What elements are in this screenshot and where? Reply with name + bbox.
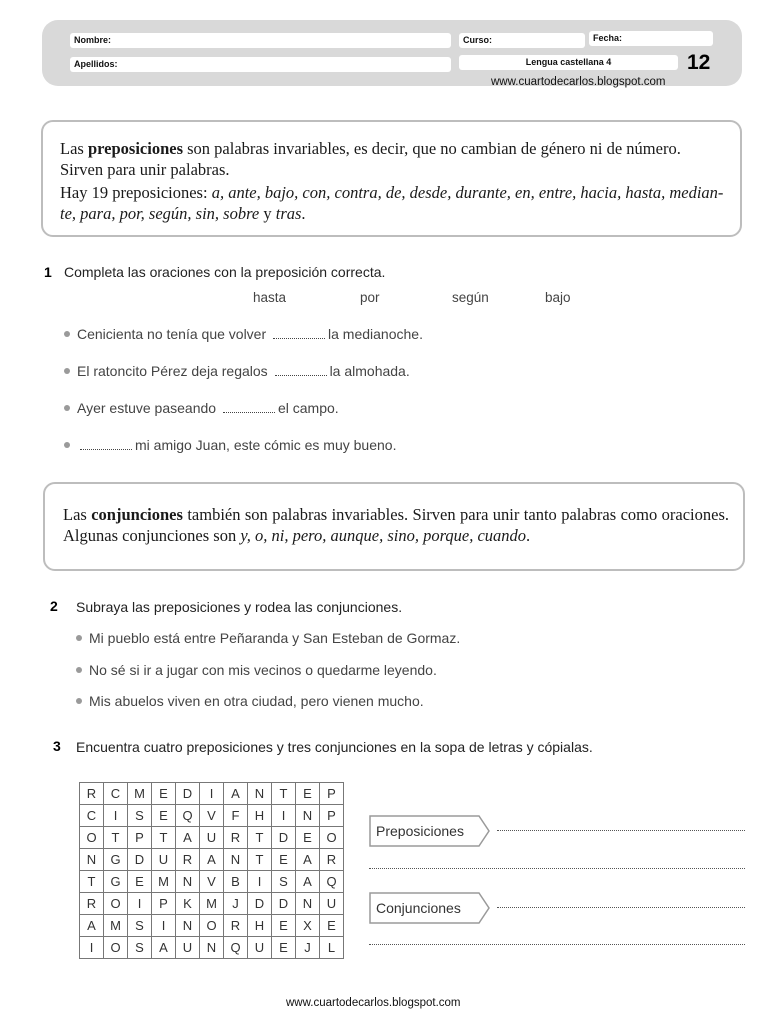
conjunctions-list: y, o, ni, pero, aunque, sino, porque, cuando <box>240 526 527 545</box>
grid-cell[interactable]: N <box>224 849 248 871</box>
grid-cell[interactable]: C <box>104 783 128 805</box>
grid-cell[interactable]: O <box>104 937 128 959</box>
grid-cell[interactable]: O <box>320 827 344 849</box>
grid-cell[interactable]: A <box>200 849 224 871</box>
grid-cell[interactable]: Q <box>320 871 344 893</box>
grid-cell[interactable]: E <box>272 937 296 959</box>
grid-cell[interactable]: T <box>104 827 128 849</box>
grid-cell[interactable]: X <box>296 915 320 937</box>
grid-cell[interactable]: N <box>200 937 224 959</box>
grid-cell[interactable]: U <box>176 937 200 959</box>
fecha-field[interactable] <box>589 31 713 46</box>
prepositions-definition: Las preposiciones son palabras invariables, es decir, que no cambian de género ni de número. Sirven para unir palabras. <box>60 139 681 179</box>
grid-cell[interactable]: J <box>224 893 248 915</box>
grid-cell[interactable]: P <box>152 893 176 915</box>
grid-cell[interactable]: E <box>152 805 176 827</box>
bullet-icon <box>76 698 82 704</box>
bullet-icon <box>64 442 70 448</box>
grid-cell[interactable]: T <box>80 871 104 893</box>
grid-cell[interactable]: I <box>104 805 128 827</box>
grid-cell[interactable]: M <box>104 915 128 937</box>
grid-cell[interactable]: Q <box>176 805 200 827</box>
grid-cell[interactable]: T <box>152 827 176 849</box>
word-option: hasta <box>253 290 287 305</box>
conjunctions-info-box: Las conjunciones también son palabras invariables. Sirven para unir tanto palabras como oraciones. Algunas conjunciones son y, o, ni, pero, aunque, sino, porque, cuando. <box>43 482 745 571</box>
grid-cell[interactable]: H <box>248 805 272 827</box>
grid-cell[interactable]: R <box>80 783 104 805</box>
grid-cell[interactable]: A <box>296 871 320 893</box>
grid-cell[interactable]: T <box>248 827 272 849</box>
curso-label: Curso: <box>463 35 492 45</box>
exercise-2-instruction: Subraya las preposiciones y rodea las conjunciones. <box>76 599 403 615</box>
grid-cell[interactable]: G <box>104 871 128 893</box>
conjunciones-label: Conjunciones <box>376 900 461 916</box>
exercise-2-item: No sé si ir a jugar con mis vecinos o quedarme leyendo. <box>76 662 437 678</box>
word-option: bajo <box>545 290 571 305</box>
subject-text: Lengua castellana 4 <box>525 57 612 67</box>
grid-cell[interactable]: I <box>248 871 272 893</box>
word-option: según <box>452 290 489 305</box>
grid-cell[interactable]: S <box>128 805 152 827</box>
grid-row <box>80 783 344 805</box>
footer-website: www.cuartodecarlos.blogspot.com <box>286 997 461 1009</box>
grid-cell[interactable]: A <box>80 915 104 937</box>
bullet-icon <box>76 667 82 673</box>
grid-cell[interactable]: D <box>128 849 152 871</box>
grid-cell[interactable]: N <box>176 915 200 937</box>
answer-line-conj-1[interactable] <box>497 907 745 908</box>
apellidos-label: Apellidos: <box>74 59 118 69</box>
subject-label <box>459 55 678 70</box>
word-search-grid <box>79 782 344 959</box>
exercise-1-item: El ratoncito Pérez deja regalos la almohada. <box>64 363 410 379</box>
grid-row <box>80 937 344 959</box>
exercise-1-instruction: Completa las oraciones con la preposición correcta. <box>64 264 386 280</box>
unit-number: 12 <box>687 51 711 74</box>
grid-cell[interactable]: E <box>152 783 176 805</box>
grid-cell[interactable]: O <box>104 893 128 915</box>
grid-cell[interactable]: I <box>128 893 152 915</box>
prepositions-info-box <box>41 120 742 237</box>
grid-cell[interactable]: H <box>248 915 272 937</box>
grid-cell[interactable]: R <box>80 893 104 915</box>
answer-blank[interactable] <box>223 400 275 413</box>
grid-row <box>80 827 344 849</box>
grid-cell[interactable]: U <box>152 849 176 871</box>
grid-cell[interactable]: K <box>176 893 200 915</box>
grid-cell[interactable]: E <box>128 871 152 893</box>
grid-cell[interactable]: N <box>176 871 200 893</box>
answer-blank[interactable] <box>273 326 325 339</box>
grid-cell[interactable]: E <box>296 827 320 849</box>
grid-cell[interactable]: F <box>224 805 248 827</box>
grid-cell[interactable]: E <box>272 915 296 937</box>
grid-cell[interactable]: N <box>296 893 320 915</box>
grid-cell[interactable]: D <box>176 783 200 805</box>
exercise-2-item: Mis abuelos viven en otra ciudad, pero vienen mucho. <box>76 693 424 709</box>
grid-cell[interactable]: I <box>80 937 104 959</box>
exercise-1-item: Cenicienta no tenía que volver la medianoche. <box>64 326 423 342</box>
grid-cell[interactable]: J <box>296 937 320 959</box>
exercise-1-item: mi amigo Juan, este cómic es muy bueno. <box>64 437 396 453</box>
bullet-icon <box>64 405 70 411</box>
grid-cell[interactable]: M <box>152 871 176 893</box>
grid-cell[interactable]: N <box>296 805 320 827</box>
grid-cell[interactable]: N <box>248 783 272 805</box>
nombre-label: Nombre: <box>74 35 112 45</box>
grid-row <box>80 805 344 827</box>
grid-cell[interactable]: U <box>248 937 272 959</box>
grid-cell[interactable]: B <box>224 871 248 893</box>
grid-cell[interactable]: A <box>152 937 176 959</box>
grid-row <box>80 849 344 871</box>
exercise-3-instruction: Encuentra cuatro preposiciones y tres conjunciones en la sopa de letras y cópialas. <box>76 739 593 755</box>
grid-cell[interactable]: O <box>80 827 104 849</box>
grid-cell[interactable]: P <box>320 783 344 805</box>
grid-cell[interactable]: S <box>128 915 152 937</box>
grid-cell[interactable]: D <box>272 893 296 915</box>
grid-cell[interactable]: V <box>200 871 224 893</box>
answer-line-prep-1[interactable] <box>497 830 745 831</box>
apellidos-field[interactable] <box>70 57 451 72</box>
grid-cell[interactable]: R <box>176 849 200 871</box>
conjunctions-term: conjunciones <box>91 505 183 524</box>
grid-cell[interactable]: R <box>224 915 248 937</box>
grid-cell[interactable]: G <box>104 849 128 871</box>
grid-cell[interactable]: R <box>320 849 344 871</box>
grid-cell[interactable]: P <box>320 805 344 827</box>
answer-blank[interactable] <box>275 363 327 376</box>
bullet-icon <box>64 368 70 374</box>
grid-cell[interactable]: E <box>272 849 296 871</box>
grid-cell[interactable]: M <box>200 893 224 915</box>
grid-cell[interactable]: T <box>248 849 272 871</box>
exercise-3-number: 3 <box>53 738 61 754</box>
grid-cell[interactable]: I <box>200 783 224 805</box>
grid-row <box>80 871 344 893</box>
grid-cell[interactable]: E <box>320 915 344 937</box>
grid-cell[interactable]: U <box>200 827 224 849</box>
grid-cell[interactable]: L <box>320 937 344 959</box>
preposiciones-label: Preposiciones <box>376 823 464 839</box>
grid-cell[interactable]: O <box>200 915 224 937</box>
grid-cell[interactable]: P <box>128 827 152 849</box>
grid-cell[interactable]: S <box>128 937 152 959</box>
grid-cell[interactable]: U <box>320 893 344 915</box>
bullet-icon <box>64 331 70 337</box>
grid-cell[interactable]: I <box>272 805 296 827</box>
grid-cell[interactable]: A <box>176 827 200 849</box>
grid-cell[interactable]: C <box>80 805 104 827</box>
exercise-2-item: Mi pueblo está entre Peñaranda y San Esteban de Gormaz. <box>76 630 460 646</box>
grid-cell[interactable]: E <box>296 783 320 805</box>
exercise-2-number: 2 <box>50 598 58 614</box>
curso-field[interactable] <box>459 33 585 48</box>
answer-blank[interactable] <box>80 437 132 450</box>
bullet-icon <box>76 635 82 641</box>
grid-cell[interactable]: V <box>200 805 224 827</box>
answer-line-prep-2[interactable] <box>369 868 745 869</box>
grid-cell[interactable]: T <box>272 783 296 805</box>
exercise-1-number: 1 <box>44 264 52 280</box>
word-option: por <box>360 290 380 305</box>
grid-cell[interactable]: M <box>128 783 152 805</box>
grid-cell[interactable]: Q <box>224 937 248 959</box>
grid-cell[interactable]: A <box>224 783 248 805</box>
grid-cell[interactable]: I <box>152 915 176 937</box>
grid-cell[interactable]: S <box>272 871 296 893</box>
grid-cell[interactable]: R <box>224 827 248 849</box>
prepositions-term: preposiciones <box>87 139 183 158</box>
header-website: www.cuartodecarlos.blogspot.com <box>491 76 666 88</box>
grid-row <box>80 915 344 937</box>
fecha-label: Fecha: <box>593 33 623 43</box>
exercise-1-item: Ayer estuve paseando el campo. <box>64 400 339 416</box>
prepositions-list: Hay 19 preposiciones: a, ante, bajo, con, contra, de, desde, durante, en, entre, hacia, hasta, median- te, para, por, según, sin, sobre y tras. <box>60 183 724 223</box>
answer-line-conj-2[interactable] <box>369 944 745 945</box>
grid-cell[interactable]: A <box>296 849 320 871</box>
grid-cell[interactable]: D <box>248 893 272 915</box>
grid-cell[interactable]: N <box>80 849 104 871</box>
nombre-field[interactable] <box>70 33 451 48</box>
grid-row <box>80 893 344 915</box>
grid-cell[interactable]: D <box>272 827 296 849</box>
